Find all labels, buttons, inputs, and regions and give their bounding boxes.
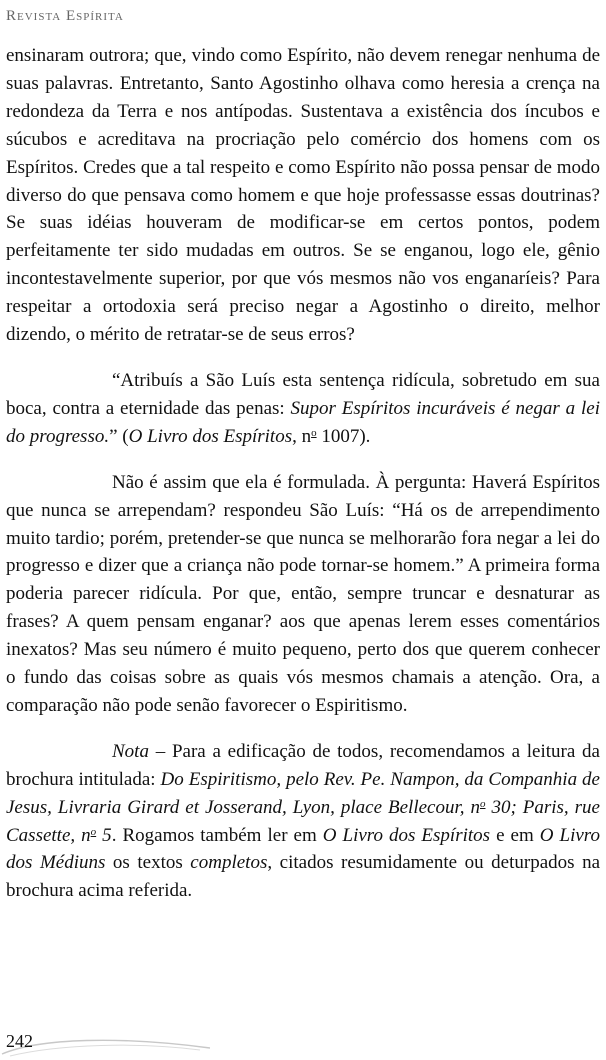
- page-number: 242: [6, 1031, 33, 1051]
- p4-text-i: . Rogamos também ler em: [111, 824, 323, 846]
- p4-text-m: os textos: [105, 852, 191, 874]
- p2-ordinal: o: [311, 426, 317, 439]
- p2-text-g: 1007).: [316, 425, 371, 447]
- p4-book-1: O Livro dos Espíritos: [322, 824, 491, 846]
- p4-brochure-title: Do Espiritismo: [160, 768, 277, 790]
- p2-text-c: ” (: [109, 425, 129, 447]
- p2-text-a: “Atribuís a São Luís esta sentença ridícula, sobretudo em sua boca, contra a eternidade das penas:: [6, 369, 600, 419]
- p4-text-o: , citados resumidamente ou deturpados na brochura acima referida.: [6, 852, 601, 902]
- page-body: [6, 42, 600, 905]
- p2-book-title: O Livro dos Espíritos: [128, 425, 293, 447]
- p2-text-e: , n: [292, 425, 312, 447]
- p4-ordinal-1: o: [479, 797, 486, 810]
- p4-text-b: – Para a edificação de todos, recomendamos a leitura da brochura intitulada:: [6, 740, 600, 790]
- paragraph-1: ensinaram outrora; que, vindo como Espírito, não devem renegar nenhuma de suas palavras. Entretanto, Santo Agostinho olhava como heresia a crença na redondeza da Terra e nos antípodas. Sustentava a existência dos íncubos e súcubos e acreditava na procriação pelo comércio dos homens com os Espíritos. Credes que a tal respeito e como Espírito não possa pensar de modo diverso do que pensava como homem e que hoje professasse essas doutrinas? Se suas idéias houveram de modificar-se em certos pontos, podem perfeitamente ter sido mudadas em outros. Se se enganou, logo ele, gênio incontestavelmente superior, por que vós mesmos não vos enganaríeis? Para respeitar a ortodoxia será preciso negar a Agostinho o direito, melhor dizendo, o mérito de retratar-se de seus erros?: [6, 45, 600, 346]
- p4-completos: completos: [190, 852, 268, 874]
- p4-book-2: O Livro dos Médiuns: [6, 824, 600, 874]
- p4-number: 5: [96, 824, 112, 846]
- page-ornament-swoosh: [0, 1034, 220, 1058]
- paragraph-3: Não é assim que ela é formulada. À pergunta: Haverá Espíritos que nunca se arrependam? respondeu São Luís: “Há os de arrependimento muito tardio; porém, pretender-se que nunca se melhorarão fora negar a lei do progresso e dizer que a criança não pode tornar-se homem.” A primeira forma poderia parecer ridícula. Por que, então, sempre truncar e desnaturar as frases? A quem pensam enganar? aos que apenas lerem esses comentários inexatos? Mas seu número é muito pequeno, perto dos que querem conhecer o fundo das coisas sobre as quais vós mesmos chamais a atenção. Ora, a comparação não pode senão favorecer o Espiritismo.: [6, 471, 600, 716]
- note-label: Nota: [112, 740, 149, 762]
- p4-text-k: e em: [490, 824, 540, 846]
- running-header: Revista Espírita: [6, 8, 124, 24]
- paragraph-2: [6, 367, 600, 451]
- p2-quote-italic: Supor Espíritos incuráveis é negar a lei do progresso.: [6, 397, 600, 447]
- paragraph-4-note: [6, 738, 600, 905]
- p4-ordinal-2: o: [90, 825, 97, 838]
- p4-publisher-info: , pelo Rev. Pe. Nampon, da Companhia de Jesus, Livraria Girard et Josserand, Lyon, place Bellecour, n: [6, 768, 600, 818]
- p4-address: 30; Paris, rue Cassette, n: [6, 796, 600, 846]
